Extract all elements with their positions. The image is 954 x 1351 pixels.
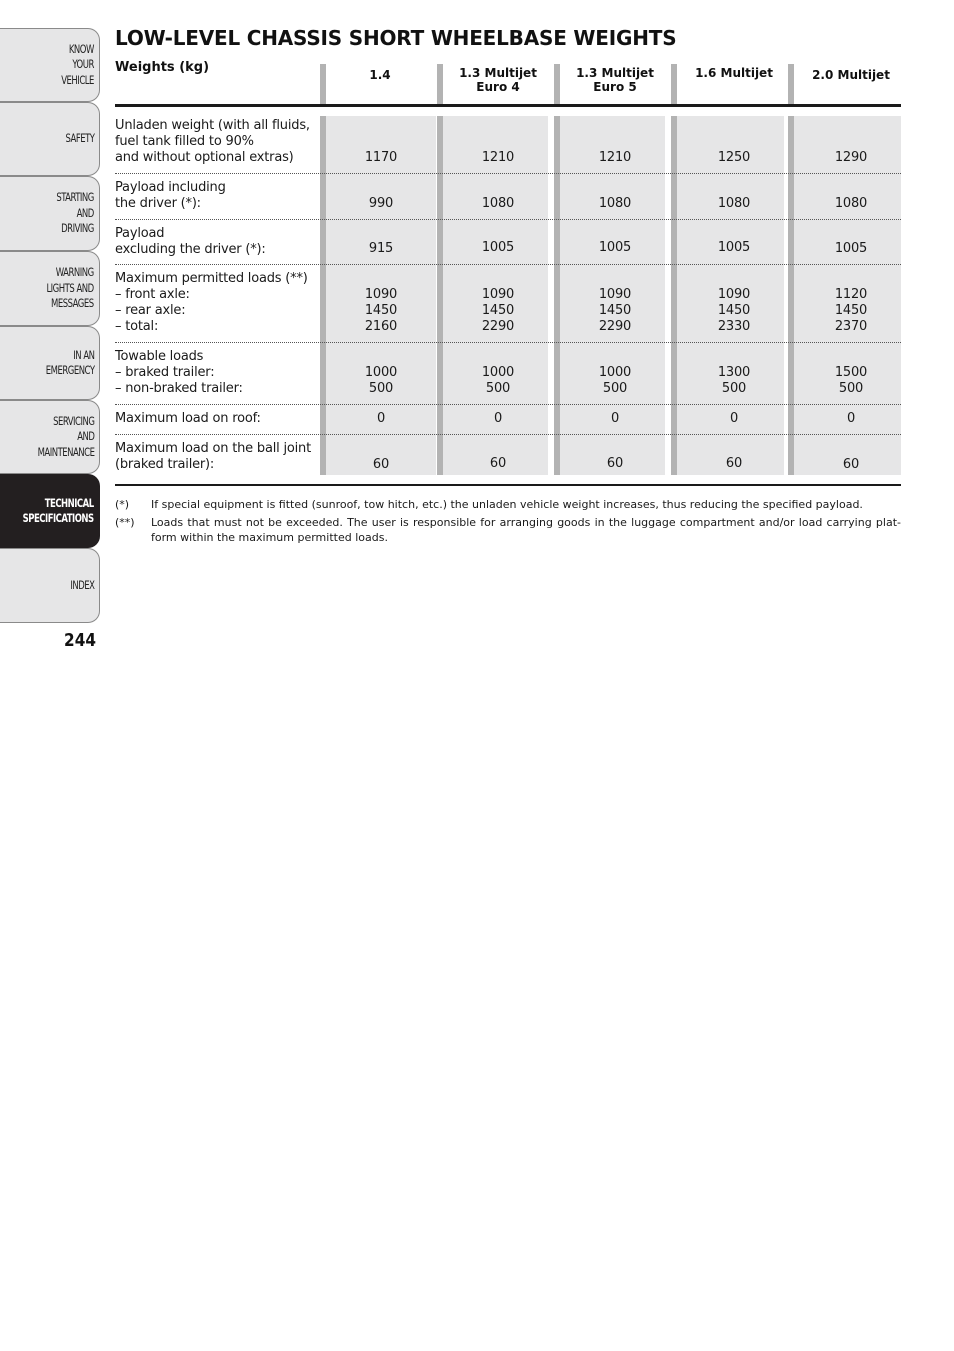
tab-safety[interactable] xyxy=(0,102,100,176)
table-cell: 1170 xyxy=(364,150,398,165)
table-cell: 0 xyxy=(729,411,739,426)
table-cell: 1080 xyxy=(481,196,515,211)
table-cell: 1005 xyxy=(598,240,632,255)
header-divider xyxy=(320,64,326,104)
row-label: Payload including the driver (*): xyxy=(115,180,226,211)
table-cell: 990 xyxy=(368,196,394,211)
tab-know-your-vehicle[interactable] xyxy=(0,28,100,102)
row-divider xyxy=(115,434,901,435)
row-divider xyxy=(115,219,901,220)
tab-label: KNOW YOUR VEHICLE xyxy=(61,41,95,87)
footnote xyxy=(115,515,901,545)
footnote-mark: (*) xyxy=(115,498,130,511)
column-header: 2.0 Multijet xyxy=(812,68,890,82)
table-cell: 1080 xyxy=(834,196,868,211)
row-divider xyxy=(115,173,901,174)
tab-technical-specifications[interactable] xyxy=(0,474,100,548)
tab-warning-lights[interactable] xyxy=(0,251,100,326)
table-cell: 1090 1450 2290 xyxy=(481,287,515,334)
table-cell: 1005 xyxy=(834,241,868,256)
row-label: Maximum load on the ball joint (braked trailer): xyxy=(115,441,311,472)
tab-label: WARNING LIGHTS AND MESSAGES xyxy=(46,265,95,311)
row-divider xyxy=(115,342,901,343)
table-cell: 1005 xyxy=(717,240,751,255)
row-label: Payload excluding the driver (*): xyxy=(115,226,266,257)
table-cell: 1000 500 xyxy=(481,365,515,396)
table-cell: 1300 500 xyxy=(717,365,751,396)
table-cell: 915 xyxy=(368,241,394,256)
table-cell: 1005 xyxy=(481,240,515,255)
table-cell: 1500 500 xyxy=(834,365,868,396)
table-cell: 1210 xyxy=(481,150,515,165)
row-divider xyxy=(115,264,901,265)
tab-label: STARTING AND DRIVING xyxy=(56,190,95,236)
table-cell: 60 xyxy=(606,456,624,471)
column-header: 1.3 Multijet Euro 5 xyxy=(576,66,654,94)
table-cell: 1120 1450 2370 xyxy=(834,287,868,334)
table-cell: 0 xyxy=(610,411,620,426)
footnote-text: If special equipment is fitted (sunroof, tow hitch, etc.) the unladen vehicle weight increases, thus reducing the specified payload. xyxy=(151,498,863,511)
page-title: LOW-LEVEL CHASSIS SHORT WHEELBASE WEIGHTS xyxy=(115,26,677,50)
footnote-text: Loads that must not be exceeded. The user is responsible for arranging goods in the luggage compartment and/or load carrying plat-form within the maximum permitted loads. xyxy=(151,516,901,544)
table-cell: 1090 1450 2330 xyxy=(717,287,751,334)
table-cell: 1080 xyxy=(598,196,632,211)
tab-label: SERVICING AND MAINTENANCE xyxy=(37,413,95,459)
header-divider xyxy=(554,64,560,104)
header-divider xyxy=(671,64,677,104)
table-cell: 0 xyxy=(493,411,503,426)
page-number: 244 xyxy=(64,630,96,651)
row-divider xyxy=(115,404,901,405)
tab-index[interactable] xyxy=(0,548,100,623)
column-header: 1.6 Multijet xyxy=(695,66,773,80)
tab-label: INDEX xyxy=(69,577,95,592)
row-label: Unladen weight (with all fluids, fuel tank filled to 90% and without optional extras) xyxy=(115,118,310,165)
table-cell: 60 xyxy=(372,457,390,472)
table-cell: 1290 xyxy=(834,150,868,165)
table-cell: 1000 500 xyxy=(598,365,632,396)
tab-label: TECHNICAL SPECIFICATIONS xyxy=(23,495,95,525)
tab-label: SAFETY xyxy=(65,131,95,146)
table-cell: 1080 xyxy=(717,196,751,211)
footnotes xyxy=(115,497,901,548)
table-cell: 1250 xyxy=(717,150,751,165)
tab-starting-and-driving[interactable] xyxy=(0,176,100,251)
table-cell: 1000 500 xyxy=(364,365,398,396)
column-header: 1.3 Multijet Euro 4 xyxy=(459,66,537,94)
table-cell: 60 xyxy=(489,456,507,471)
tab-servicing-and-maintenance[interactable] xyxy=(0,400,100,474)
footnote xyxy=(115,497,901,512)
header-divider xyxy=(437,64,443,104)
column-header: 1.4 xyxy=(369,68,391,82)
tab-label: IN AN EMERGENCY xyxy=(45,347,95,377)
table-cell: 60 xyxy=(842,457,860,472)
table-cell: 60 xyxy=(725,456,743,471)
table-cell: 0 xyxy=(376,411,386,426)
row-label: Maximum load on roof: xyxy=(115,411,261,426)
table-cell: 0 xyxy=(846,411,856,426)
table-corner-label: Weights (kg) xyxy=(115,60,210,75)
row-label: Towable loads – braked trailer: – non-braked trailer: xyxy=(115,349,243,396)
tab-in-an-emergency[interactable] xyxy=(0,326,100,400)
weights-table xyxy=(115,58,901,488)
table-cell: 1090 1450 2290 xyxy=(598,287,632,334)
row-label: Maximum permitted loads (**) – front axle: – rear axle: – total: xyxy=(115,271,308,334)
footer-rule xyxy=(115,484,901,486)
footnote-mark: (**) xyxy=(115,516,135,529)
header-divider xyxy=(788,64,794,104)
table-cell: 1210 xyxy=(598,150,632,165)
table-cell: 1090 1450 2160 xyxy=(364,287,398,334)
header-rule xyxy=(115,104,901,107)
